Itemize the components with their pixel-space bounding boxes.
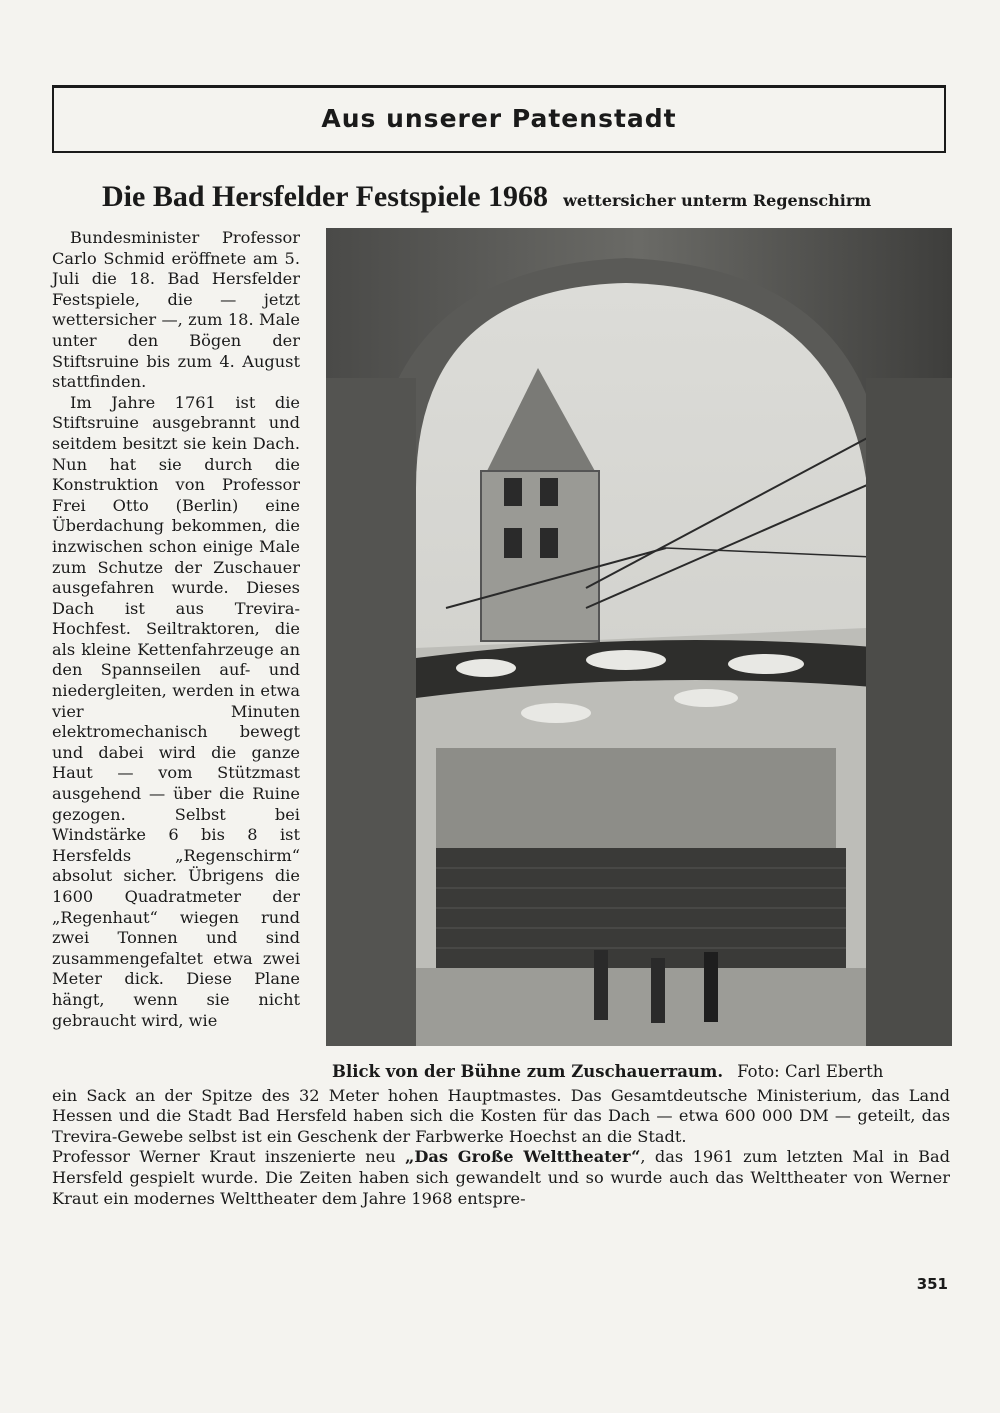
article-continuation <box>52 1065 950 1209</box>
p3-before: Professor Werner Kraut inszenierte neu <box>52 1147 406 1167</box>
p3-after: , das 1961 zum letzten Mal in Bad Hersfeld gespielt wurde. Die Zeiten haben sich gewandelt und so wurde auch das Welttheater von Werner Kraut ein modernes Welttheater dem Jahre 1968 entspre- <box>52 1147 951 1208</box>
ruin-photo <box>326 228 952 1046</box>
paragraph-welttheater <box>52 1147 950 1209</box>
paragraph-roof: Im Jahre 1761 ist die Stiftsruine ausgebrannt und seitdem besitzt sie kein Dach. Nun hat sie durch die Konstruktion von Professor Frei Otto (Berlin) eine Überdachung bekommen, die inzwischen schon einige Male zum Schutze der Zuschauer ausgefahren wurde. Dieses Dach ist aus Trevira-Hochfest. Seiltraktoren, die als kleine Kettenfahrzeuge an den Spannseilen auf- und niedergleiten, werden in etwa vier Minuten elektromechanisch bewegt und dabei wird die ganze Haut — vom Stützmast ausgehend — über die Ruine gezogen. Selbst bei Windstärke 6 bis 8 ist Hersfelds „Regenschirm“ absolut sicher. Übrigens die 1600 Quadratmeter der „Regenhaut“ wiegen rund zwei Tonnen und sind zusammengefaltet etwa zwei Meter dick. Diese Plane hängt, wenn sie nicht gebraucht wird, wie <box>52 392 300 1030</box>
paragraph-opening: Bundesminister Professor Carlo Schmid eröffnete am 5. Juli die 18. Bad Hersfelder Festspiele, die — jetzt wettersicher —, zum 18. Male unter den Bögen der Stiftsruine bis zum 4. August stattfinden. <box>52 228 300 392</box>
photo-credit: Foto: Carl Eberth <box>737 1062 884 1081</box>
caption-text: Blick von der Bühne zum Zuschauerraum. <box>332 1062 724 1081</box>
page-number: 351 <box>916 1275 948 1293</box>
ruin-photo-illustration <box>326 228 952 1046</box>
article-headline <box>102 180 871 214</box>
article-column <box>52 228 300 1031</box>
paragraph-continuation: ein Sack an der Spitze des 32 Meter hohen Hauptmastes. Das Gesamtdeutsche Ministerium, das Land Hessen und die Stadt Bad Hersfeld haben sich die Kosten für das Dach — etwa 600 000 DM — geteilt, das Trevira-Gewebe selbst ist ein Geschenk der Farbwerke Hoechst an die Stadt. <box>52 1085 950 1146</box>
headline-main: Die Bad Hersfelder Festspiele 1968 <box>102 180 549 213</box>
play-title: „Das Große Welttheater“ <box>405 1147 641 1167</box>
section-header-title: Aus unserer Patenstadt <box>321 104 677 133</box>
headline-subtitle: wettersicher unterm Regenschirm <box>563 191 872 210</box>
section-header-box <box>52 85 946 153</box>
